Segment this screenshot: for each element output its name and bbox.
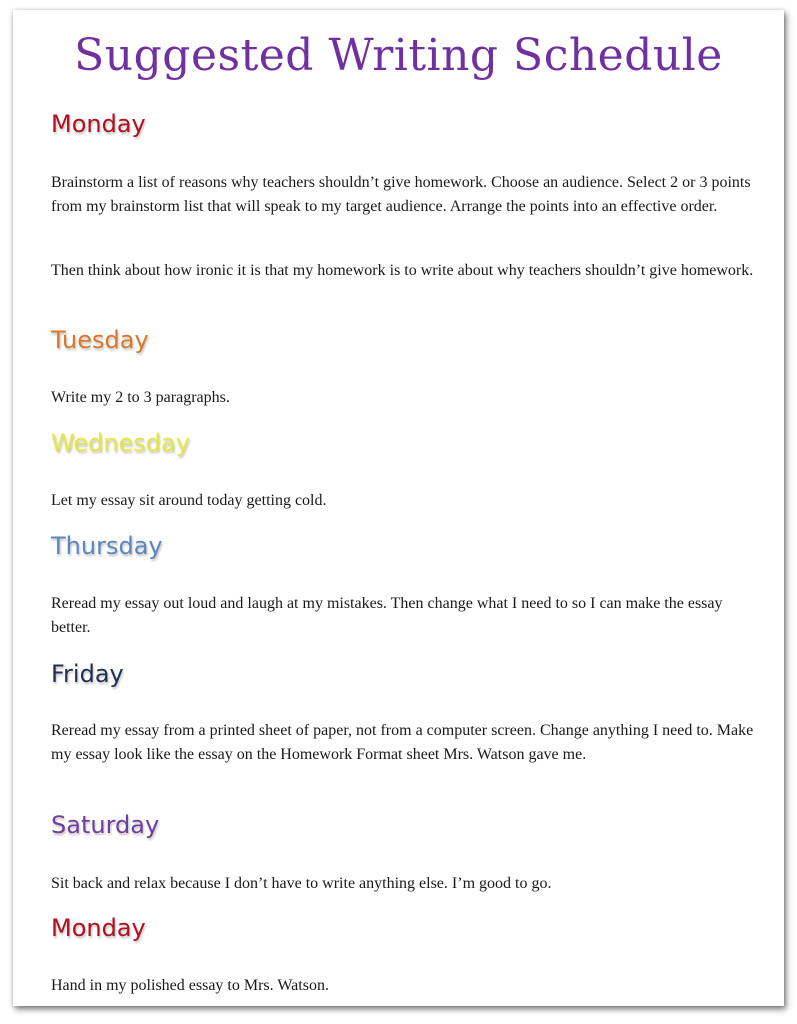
day-heading-tuesday: Tuesday	[51, 326, 149, 354]
wednesday-paragraph: Let my essay sit around today getting cold.	[51, 492, 327, 509]
day-heading-friday: Friday	[51, 660, 124, 688]
day-heading-thursday: Thursday	[51, 532, 163, 560]
monday-paragraph-2: Then think about how ironic it is that my homework is to write about why teachers shouldn’t give homework.	[51, 262, 754, 279]
page-title: Suggested Writing Schedule	[74, 30, 723, 81]
document-page	[13, 10, 784, 1006]
friday-paragraph: Reread my essay from a printed sheet of paper, not from a computer screen. Change anything I need to. Make my essay look like the essay on the Homework Format sheet Mrs. Watson gave me.	[51, 722, 754, 763]
monday-paragraph-1: Brainstorm a list of reasons why teachers shouldn’t give homework. Choose an audience. Select 2 or 3 points from my brainstorm list that will speak to my target audience. Arrange the points into an effective order.	[51, 174, 751, 215]
thursday-paragraph: Reread my essay out loud and laugh at my mistakes. Then change what I need to so I can make the essay better.	[51, 595, 723, 636]
day-heading-monday-final: Monday	[51, 914, 146, 942]
saturday-paragraph: Sit back and relax because I don’t have to write anything else. I’m good to go.	[51, 875, 552, 892]
day-heading-wednesday: Wednesday	[51, 429, 190, 457]
tuesday-paragraph: Write my 2 to 3 paragraphs.	[51, 389, 230, 406]
final-monday-paragraph: Hand in my polished essay to Mrs. Watson.	[51, 977, 329, 994]
day-heading-monday: Monday	[51, 110, 146, 138]
day-heading-saturday: Saturday	[51, 811, 160, 839]
